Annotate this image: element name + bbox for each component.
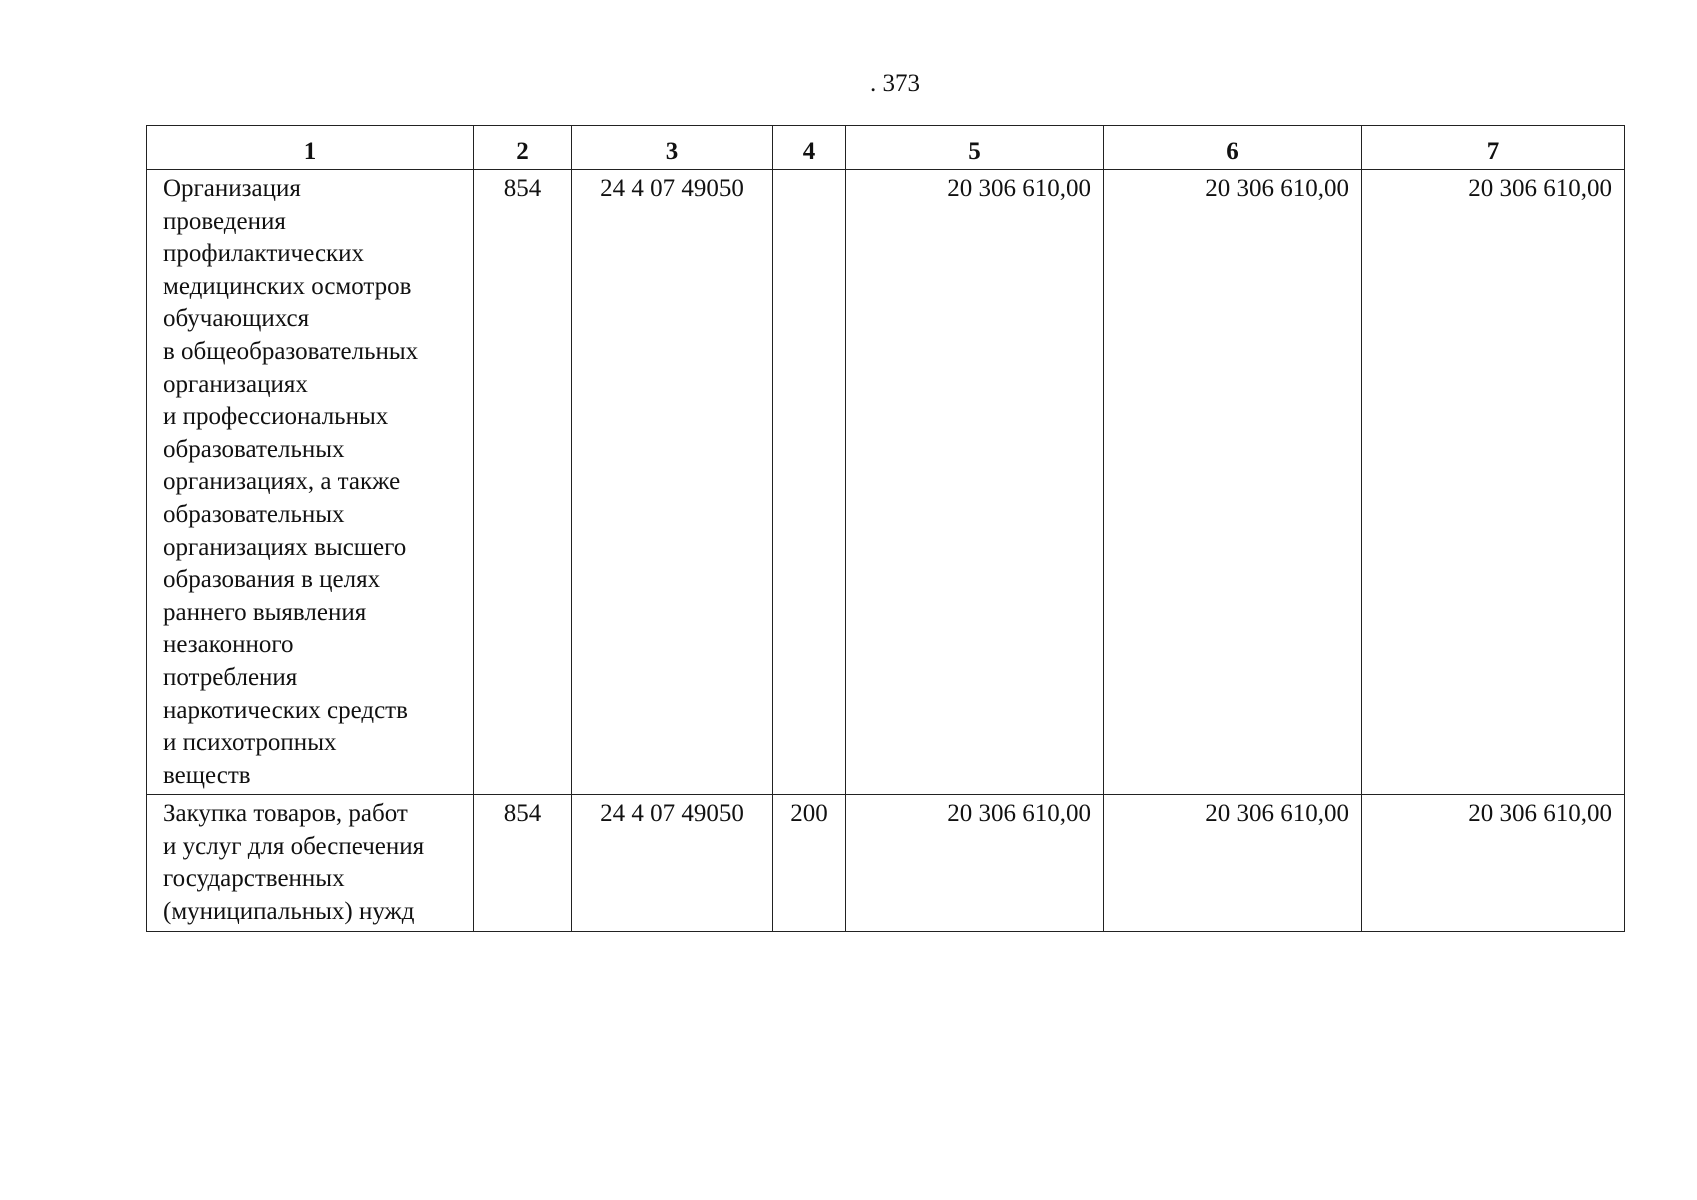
row-col-4 [773, 170, 846, 795]
row-col-6: 20 306 610,00 [1104, 795, 1362, 931]
row-col-2: 854 [474, 170, 572, 795]
row-col-3: 24 4 07 49050 [572, 795, 773, 931]
row-col-2: 854 [474, 795, 572, 931]
row-name: Закупка товаров, работ и услуг для обеспечения государственных (муниципальных) нужд [163, 800, 425, 926]
header-col-1: 1 [147, 126, 474, 170]
header-col-4: 4 [773, 126, 846, 170]
row-col-3: 24 4 07 49050 [572, 170, 773, 795]
header-col-7: 7 [1362, 126, 1625, 170]
row-name-cell [147, 795, 474, 931]
header-col-6: 6 [1104, 126, 1362, 170]
row-col-7: 20 306 610,00 [1362, 795, 1625, 931]
row-col-5: 20 306 610,00 [846, 170, 1104, 795]
row-name: Организация проведения профилактических медицинских осмотров обучающихся в общеобразовательных организациях и профессиональных образовательных организациях, а также образовательных организациях высшего образования в целях раннего выявления незаконного потребления наркотических средств и психотропных веществ [163, 175, 419, 789]
header-col-3: 3 [572, 126, 773, 170]
row-col-7: 20 306 610,00 [1362, 170, 1625, 795]
budget-table [146, 125, 1625, 932]
table-row [147, 795, 1625, 931]
header-row [147, 126, 1625, 170]
row-col-4: 200 [773, 795, 846, 931]
header-col-2: 2 [474, 126, 572, 170]
table-row [147, 170, 1625, 795]
row-col-6: 20 306 610,00 [1104, 170, 1362, 795]
row-name-cell [147, 170, 474, 795]
header-col-5: 5 [846, 126, 1104, 170]
row-col-5: 20 306 610,00 [846, 795, 1104, 931]
page-number: . 373 [870, 70, 920, 97]
